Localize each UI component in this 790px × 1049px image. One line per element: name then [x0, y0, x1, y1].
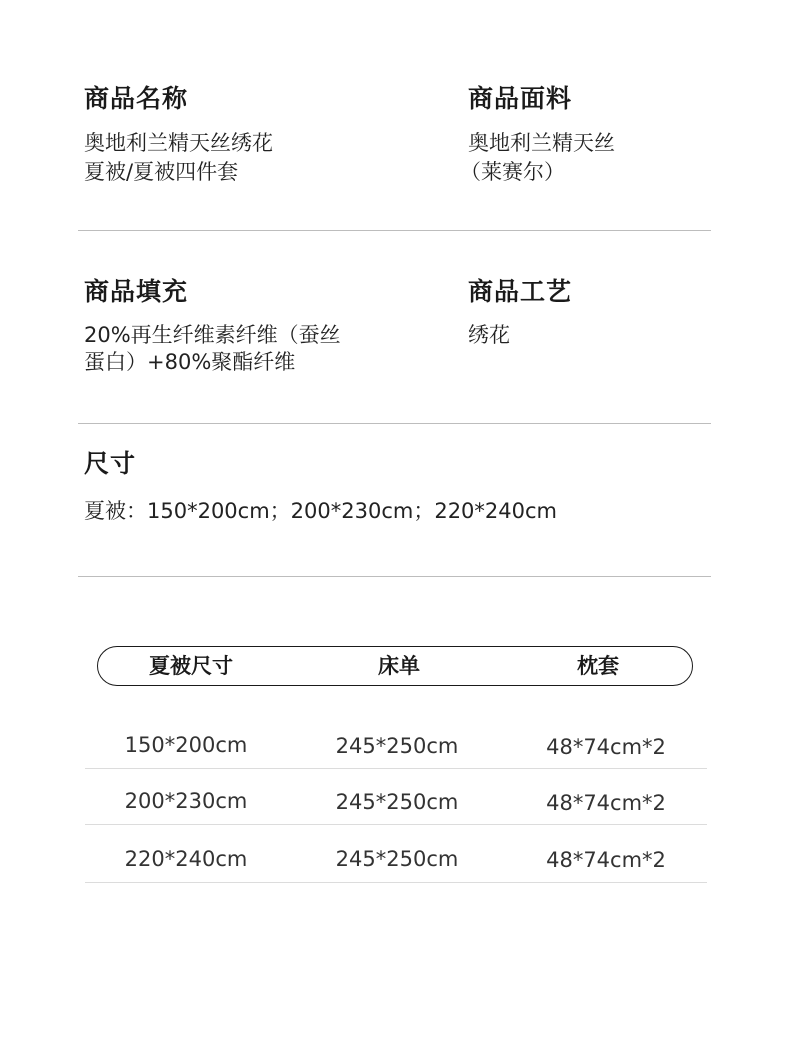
- product-filling-value-line1: 20%再生纤维素纤维（蚕丝: [84, 323, 341, 347]
- size-table-cell-quilt: 220*240cm: [124, 847, 248, 871]
- size-table-cell-quilt: 200*230cm: [124, 789, 248, 813]
- product-name-label: 商品名称: [84, 84, 189, 113]
- size-table-cell-pillowcase: 48*74cm*2: [546, 791, 666, 815]
- size-value: 夏被：150*200cm；200*230cm；220*240cm: [84, 499, 558, 523]
- size-table-header-pillowcase: 枕套: [577, 654, 619, 678]
- product-name-value-line1: 奥地利兰精天丝绣花: [84, 131, 273, 155]
- table-row-divider-2: [85, 824, 707, 825]
- size-table-cell-sheet: 245*250cm: [335, 734, 459, 758]
- product-craft-label: 商品工艺: [468, 277, 573, 306]
- product-fabric-value-line1: 奥地利兰精天丝: [468, 131, 615, 155]
- size-table-header-sheet: 床单: [378, 654, 420, 678]
- size-table-cell-sheet: 245*250cm: [335, 847, 459, 871]
- divider-2: [78, 423, 711, 424]
- size-table-header: [97, 646, 693, 686]
- divider-3: [78, 576, 711, 577]
- table-row-divider-1: [85, 768, 707, 769]
- product-craft-value: 绣花: [468, 323, 510, 347]
- divider-1: [78, 230, 711, 231]
- size-label: 尺寸: [84, 449, 137, 478]
- product-fabric-label: 商品面料: [468, 84, 573, 113]
- size-table-cell-quilt: 150*200cm: [124, 733, 248, 757]
- size-table-cell-pillowcase: 48*74cm*2: [546, 848, 666, 872]
- product-name-value-line2: 夏被/夏被四件套: [84, 160, 239, 184]
- product-fabric-value-line2: （莱赛尔）: [460, 160, 565, 184]
- product-filling-value-line2: 蛋白）+80%聚酯纤维: [84, 350, 296, 374]
- product-filling-label: 商品填充: [84, 277, 189, 306]
- table-row-divider-3: [85, 882, 707, 883]
- size-table-cell-sheet: 245*250cm: [335, 790, 459, 814]
- size-table-cell-pillowcase: 48*74cm*2: [546, 735, 666, 759]
- size-table-header-quilt: 夏被尺寸: [149, 654, 233, 678]
